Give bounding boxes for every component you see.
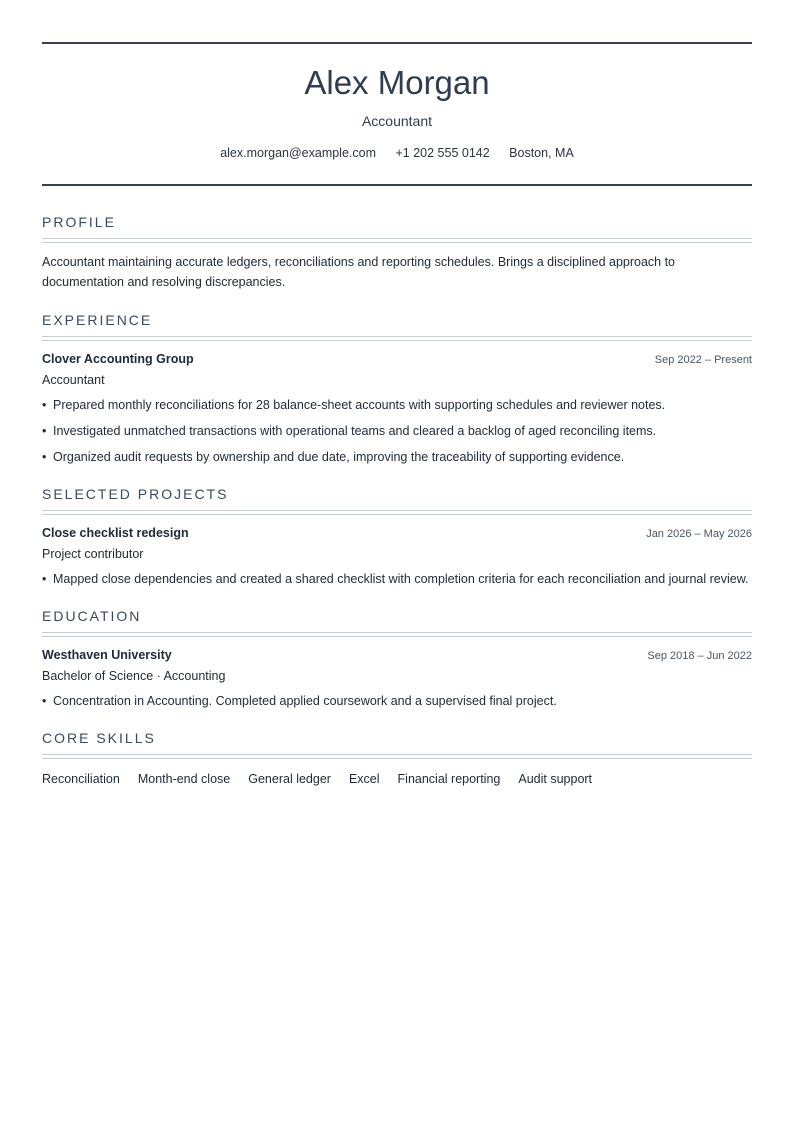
section-rule bbox=[42, 632, 752, 637]
bullet-icon: • bbox=[42, 398, 47, 412]
education-section bbox=[42, 607, 752, 709]
bullet-icon: • bbox=[42, 572, 47, 586]
bullet-icon: • bbox=[42, 694, 47, 708]
section-title-experience: EXPERIENCE bbox=[42, 312, 153, 328]
education-degree: Bachelor of Science · Accounting bbox=[42, 669, 226, 683]
list-item bbox=[42, 397, 752, 413]
project-entry bbox=[42, 526, 752, 587]
contact-location: Boston, MA bbox=[509, 146, 574, 160]
profile-summary: Accountant maintaining accurate ledgers, reconciliations and reporting schedules. Brings a disciplined approach to documentation and resolving discrepancies. bbox=[42, 255, 676, 289]
education-bullets bbox=[42, 693, 752, 709]
education-school: Westhaven University bbox=[42, 648, 172, 662]
resume-header bbox=[42, 44, 752, 161]
profile-section bbox=[42, 213, 752, 292]
experience-bullets bbox=[42, 397, 752, 465]
bullet-text: Investigated unmatched transactions with operational teams and cleared a backlog of aged reconciling items. bbox=[53, 424, 657, 438]
projects-section bbox=[42, 485, 752, 587]
section-title-education: EDUCATION bbox=[42, 608, 142, 624]
candidate-headline: Accountant bbox=[361, 113, 433, 129]
experience-entry bbox=[42, 352, 752, 465]
project-role: Project contributor bbox=[42, 547, 144, 561]
section-rule bbox=[42, 238, 752, 243]
skill-item: Audit support bbox=[518, 772, 593, 786]
project-dates: Jan 2026 – May 2026 bbox=[646, 528, 752, 540]
skill-item: Financial reporting bbox=[397, 772, 501, 786]
contact-phone[interactable]: +1 202 555 0142 bbox=[395, 146, 490, 160]
section-rule bbox=[42, 336, 752, 341]
skill-item: General ledger bbox=[248, 772, 331, 786]
experience-section bbox=[42, 311, 752, 465]
section-title-skills: CORE SKILLS bbox=[42, 730, 156, 746]
section-title-projects: SELECTED PROJECTS bbox=[42, 486, 229, 502]
skills-section bbox=[42, 729, 752, 786]
skill-item: Reconciliation bbox=[42, 772, 120, 786]
contact-line bbox=[42, 145, 752, 161]
project-bullets bbox=[42, 571, 752, 587]
section-rule bbox=[42, 510, 752, 515]
bullet-text: Prepared monthly reconciliations for 28 balance-sheet accounts with supporting schedules and reviewer notes. bbox=[53, 398, 666, 412]
bullet-text: Concentration in Accounting. Completed applied coursework and a supervised final project. bbox=[53, 694, 557, 708]
bullet-icon: • bbox=[42, 450, 47, 464]
section-rule bbox=[42, 754, 752, 759]
list-item bbox=[42, 693, 752, 709]
candidate-name: Alex Morgan bbox=[304, 64, 490, 101]
education-entry bbox=[42, 648, 752, 709]
contact-email[interactable]: alex.morgan@example.com bbox=[220, 146, 376, 160]
section-title-profile: PROFILE bbox=[42, 214, 116, 230]
list-item bbox=[42, 449, 752, 465]
bullet-text: Organized audit requests by ownership and due date, improving the traceability of supporting evidence. bbox=[53, 450, 625, 464]
skill-item: Month-end close bbox=[137, 772, 231, 786]
skills-list bbox=[42, 772, 752, 786]
bullet-text: Mapped close dependencies and created a shared checklist with completion criteria for each reconciliation and journal review. bbox=[53, 572, 749, 586]
experience-org: Clover Accounting Group bbox=[42, 352, 194, 366]
project-name: Close checklist redesign bbox=[42, 526, 189, 540]
skill-item: Excel bbox=[348, 772, 380, 786]
experience-role: Accountant bbox=[42, 373, 105, 387]
list-item bbox=[42, 423, 752, 439]
bullet-icon: • bbox=[42, 424, 47, 438]
list-item bbox=[42, 571, 752, 587]
education-dates: Sep 2018 – Jun 2022 bbox=[647, 650, 752, 662]
experience-dates: Sep 2022 – Present bbox=[654, 354, 752, 366]
header-bottom-rule bbox=[42, 184, 752, 186]
